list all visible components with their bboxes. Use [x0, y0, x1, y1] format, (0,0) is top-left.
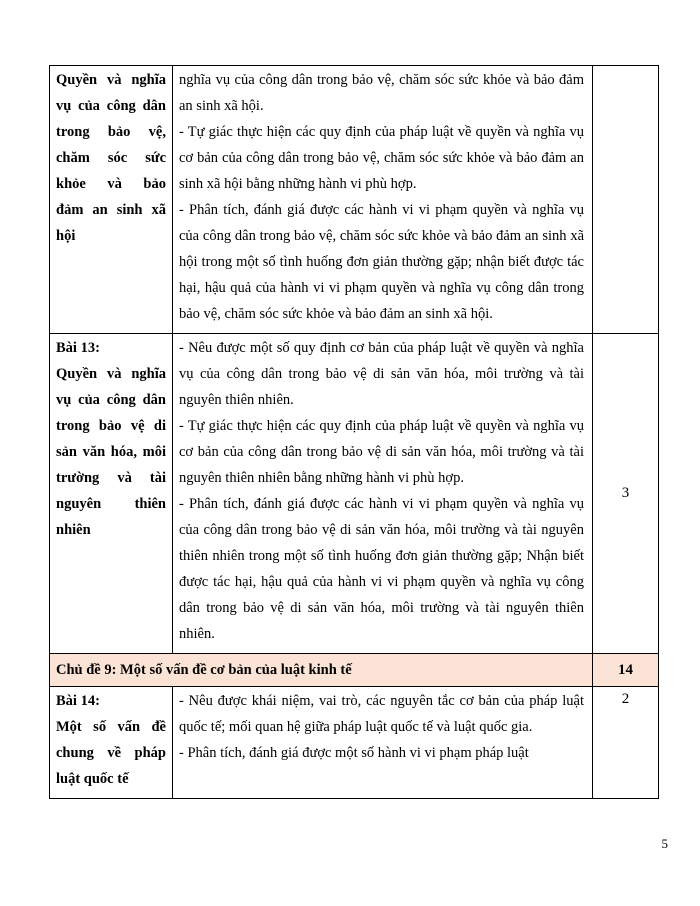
topic-line: hội [56, 228, 76, 244]
lesson-number: Bài 14: [56, 693, 100, 709]
table-row [50, 334, 659, 654]
content-cell [173, 66, 593, 334]
content-paragraph: nghĩa vụ của công dân trong bảo vệ, chăm sóc sức khỏe và bảo đảm an sinh xã hội. [179, 72, 584, 114]
content-cell [173, 334, 593, 654]
topic-line: nguyên thiên [56, 496, 166, 512]
content-paragraph: - Tự giác thực hiện các quy định của pháp luật về quyền và nghĩa vụ cơ bản của công dân trong bảo vệ di sản văn hóa, môi trường và tài nguyên thiên nhiên bằng những hành vi phù hợp. [179, 418, 584, 486]
topic-line: luật quốc tế [56, 771, 129, 787]
section-title: Chủ đề 9: Một số vấn đề cơ bản của luật kinh tế [50, 654, 593, 687]
topic-line: vụ của công dân [56, 392, 166, 408]
topic-cell [50, 66, 173, 334]
content-paragraph: - Nêu được một số quy định cơ bản của pháp luật về quyền và nghĩa vụ của công dân trong bảo vệ di sản văn hóa, môi trường và tài nguyên thiên nhiên. [179, 340, 584, 408]
topic-line: Quyền và nghĩa [56, 366, 166, 382]
content-paragraph: - Tự giác thực hiện các quy định của pháp luật về quyền và nghĩa vụ cơ bản của công dân trong bảo vệ, chăm sóc sức khỏe và bảo đảm an sinh xã hội bằng những hành vi phù hợp. [179, 124, 584, 192]
topic-line: trường và tài [56, 470, 166, 486]
topic-cell [50, 687, 173, 799]
topic-line: trong bảo vệ, [56, 124, 166, 140]
topic-line: Một số vấn đề [56, 719, 166, 735]
topic-line: Quyền và nghĩa [56, 72, 166, 88]
topic-line: đảm an sinh xã [56, 202, 166, 218]
topic-cell [50, 334, 173, 654]
topic-line: sản văn hóa, môi [56, 444, 166, 460]
content-paragraph: - Phân tích, đánh giá được các hành vi vi phạm quyền và nghĩa vụ của công dân trong bảo vệ di sản văn hóa, môi trường và tài nguyên thiên nhiên trong một số tình huống đơn giản thường gặp; Nhận biết được tác hại, hậu quả của hành vi vi phạm quyền và nghĩa vụ công dân trong bảo vệ di sản văn hóa, môi trường và tài nguyên thiên nhiên. [179, 496, 584, 642]
topic-line: chăm sóc sức [56, 150, 166, 166]
periods-cell [593, 66, 659, 334]
topic-line: vụ của công dân [56, 98, 166, 114]
topic-line: chung về pháp [56, 745, 166, 761]
topic-line: nhiên [56, 522, 91, 538]
content-cell [173, 687, 593, 799]
content-paragraph: - Phân tích, đánh giá được một số hành vi vi phạm pháp luật [179, 745, 529, 761]
periods-cell: 2 [593, 687, 659, 799]
topic-line: trong bảo vệ di [56, 418, 166, 434]
table-row [50, 66, 659, 334]
section-total: 14 [593, 654, 659, 687]
content-paragraph: - Phân tích, đánh giá được các hành vi vi phạm quyền và nghĩa vụ của công dân trong bảo vệ, chăm sóc sức khỏe và bảo đảm an sinh xã hội trong một số tình huống đơn giản thường gặp; nhận biết được tác hại, hậu quả của hành vi vi phạm quyền và nghĩa vụ công dân trong bảo vệ, chăm sóc sức khỏe và bảo đảm an sinh xã hội. [179, 202, 584, 322]
table-row [50, 687, 659, 799]
section-row [50, 654, 659, 687]
lesson-number: Bài 13: [56, 340, 100, 356]
page-number: 5 [661, 836, 668, 851]
curriculum-table [49, 65, 659, 799]
content-paragraph: - Nêu được khái niệm, vai trò, các nguyên tắc cơ bản của pháp luật quốc tế; mối quan hệ giữa pháp luật quốc tế và luật quốc gia. [179, 693, 584, 735]
periods-cell: 3 [593, 334, 659, 654]
topic-line: khỏe và bảo [56, 176, 166, 192]
